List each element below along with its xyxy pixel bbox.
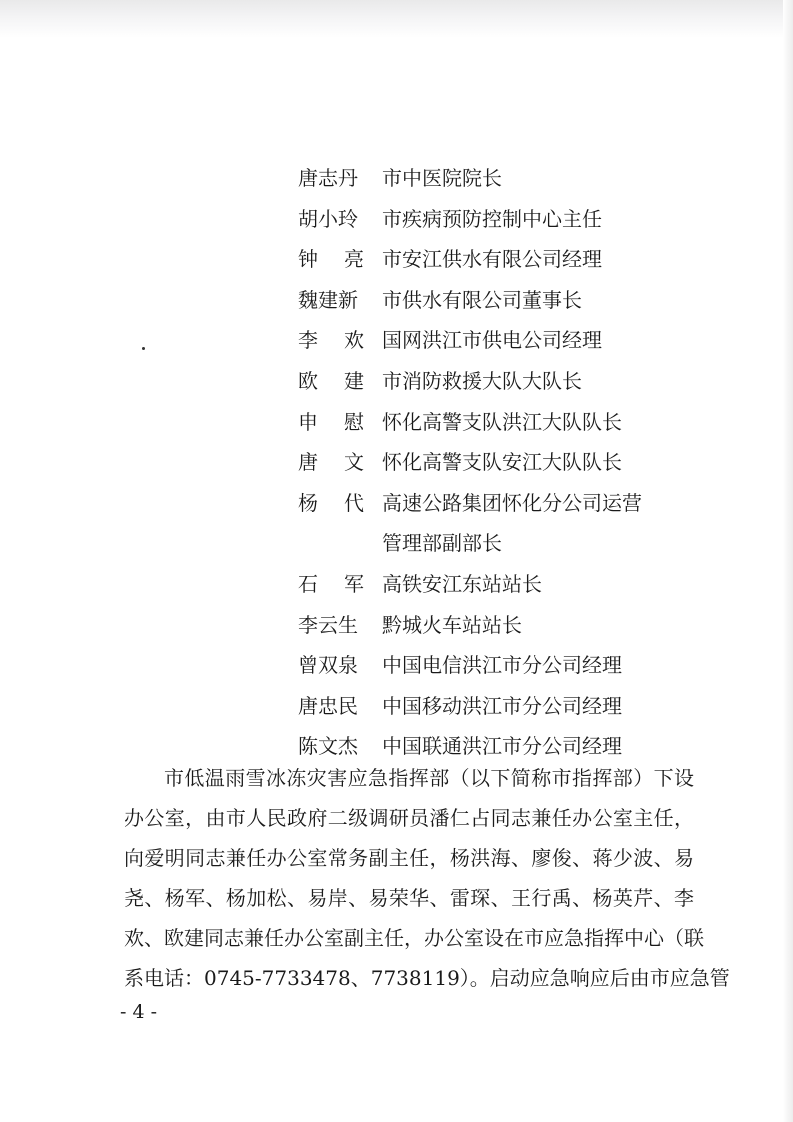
office-paragraph [124,758,730,998]
member-title [382,442,622,482]
member-title-line: 中国电信洪江市分公司经理 [382,653,622,678]
member-title [382,361,582,401]
member-name: 石军 [298,572,364,596]
page-number: - 4 - [120,1001,158,1023]
member-title-line: 管理部副部长 [382,530,502,555]
member-title-line: 中国移动洪江市分公司经理 [382,693,622,718]
member-title-line: 怀化高警支队安江大队队长 [382,450,622,475]
member-title-line: 市中医院院长 [382,166,502,190]
member-title [382,686,622,726]
member-title [382,483,642,563]
member-name: 陈文杰 [298,734,358,759]
member-title [382,402,622,442]
member-title [382,605,522,645]
member-name: 申慰 [298,409,364,434]
member-title-line: 市消防救援大队大队长 [382,369,582,393]
member-name: 胡小玲 [298,206,358,231]
member-row [0,686,793,727]
member-title [382,564,542,604]
member-row [0,320,793,361]
member-title [382,158,502,198]
member-row [0,280,793,321]
paragraph-line: 向爱明同志兼任办公室常务副主任，杨洪海、廖俊、蒋少波、易 [124,846,694,870]
member-title-line: 市疾病预防控制中心主任 [382,206,602,231]
member-row [0,199,793,240]
paragraph-line: 尧、杨军、杨加松、易岸、易荣华、雷琛、王行禹、杨英芹、李 [124,886,694,910]
member-title-line: 怀化高警支队洪江大队队长 [382,409,622,434]
member-name: 唐忠民 [298,693,358,718]
member-name: 李云生 [298,612,358,637]
member-row [0,361,793,402]
scan-top-shadow [0,0,793,38]
member-title [382,280,582,320]
member-title-line: 国网洪江市供电公司经理 [382,328,602,353]
paragraph-line: 系电话：0745-7733478、7738119）。启动应急响应后由市应急管 [124,966,730,990]
member-row [0,402,793,443]
member-row [0,239,793,280]
member-title [382,320,602,360]
member-title [382,199,602,239]
member-title-line: 市安江供水有限公司经理 [382,247,602,272]
member-name: 唐文 [298,450,364,475]
member-name: 欧建 [298,369,364,393]
member-row [0,564,793,605]
member-row [0,483,793,564]
member-row [0,605,793,646]
paragraph-line: 办公室，由市人民政府二级调研员潘仁占同志兼任办公室主任， [124,806,694,830]
member-name: 钟亮 [298,247,364,272]
member-name: 唐志丹 [298,166,358,190]
member-title-line: 中国联通洪江市分公司经理 [382,734,622,759]
member-name: 李欢 [298,328,364,353]
member-title-line: 高铁安江东站站长 [382,572,542,596]
paragraph-line: 市低温雨雪冰冻灾害应急指挥部（以下简称市指挥部）下设 [164,766,694,790]
member-title-line: 高速公路集团怀化分公司运营 [382,490,642,515]
member-name: 杨代 [298,490,364,515]
member-title-line: 黔城火车站站长 [382,612,522,637]
member-title-line: 市供水有限公司董事长 [382,287,582,312]
member-title [382,645,622,685]
member-row [0,645,793,686]
paragraph-line: 欢、欧建同志兼任办公室副主任，办公室设在市应急指挥中心（联 [124,926,704,950]
member-row [0,158,793,199]
member-row [0,442,793,483]
member-title [382,239,602,279]
member-name: 魏建新 [298,287,358,312]
member-name: 曾双泉 [298,653,358,678]
